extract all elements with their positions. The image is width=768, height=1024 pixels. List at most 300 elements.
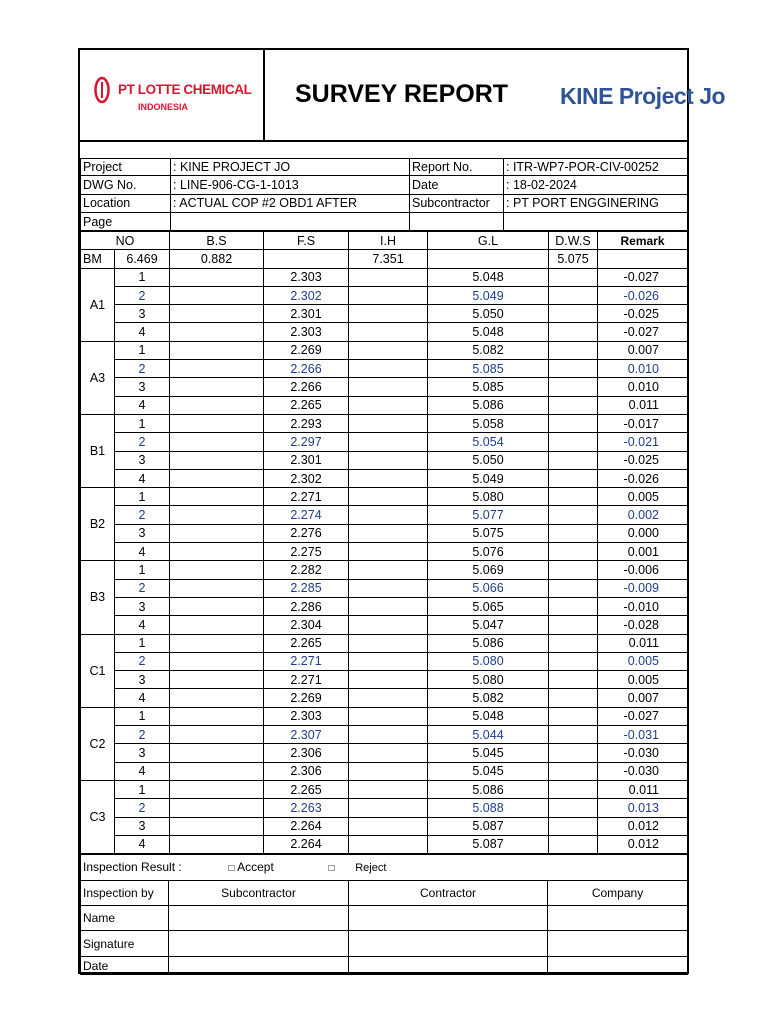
table-row [81,689,688,707]
point-no: 2 [115,726,170,744]
gl-value: 5.049 [428,286,549,304]
page-label: Page [81,212,171,230]
fs-value: 2.303 [264,268,349,286]
fs-value: 2.302 [264,469,349,487]
ih-cell [349,341,428,359]
dws-cell [549,488,598,506]
remark-value: 0.013 [598,799,688,817]
bs-cell [170,506,264,524]
gl-value: 5.075 [428,524,549,542]
company-header: Company [548,881,688,906]
fs-value: 2.265 [264,780,349,798]
point-no: 2 [115,360,170,378]
point-no: 3 [115,305,170,323]
dws-cell [549,689,598,707]
bs-cell [170,433,264,451]
bs-cell [170,817,264,835]
dws-cell [549,360,598,378]
gl-value: 5.080 [428,652,549,670]
report-no-label: Report No. [410,158,504,176]
contractor-header: Contractor [349,881,548,906]
ih-cell [349,451,428,469]
table-row [81,835,688,853]
contractor-name-field[interactable] [349,906,548,931]
point-no: 3 [115,597,170,615]
remark-value: -0.017 [598,414,688,432]
gl-value: 5.058 [428,414,549,432]
remark-value: -0.025 [598,305,688,323]
remark-value: 0.012 [598,835,688,853]
dws-cell [549,707,598,725]
fs-value: 2.297 [264,433,349,451]
point-no: 1 [115,341,170,359]
ih-cell [349,744,428,762]
point-no: 1 [115,707,170,725]
fs-value: 2.269 [264,341,349,359]
gl-value: 5.045 [428,744,549,762]
ih-cell [349,396,428,414]
bs-cell [170,579,264,597]
fs-value: 2.302 [264,286,349,304]
col-bs: B.S [170,232,264,250]
point-no: 4 [115,396,170,414]
subcontractor-name-field[interactable] [169,906,349,931]
dwg-value: : LINE-906-CG-1-1013 [171,176,410,194]
remark-value: -0.031 [598,726,688,744]
subcontractor-value: : PT PORT ENGGINERING [504,194,688,212]
remark-value: -0.026 [598,469,688,487]
bs-cell [170,543,264,561]
table-row [81,323,688,341]
gl-value: 5.086 [428,396,549,414]
group-label: C2 [81,707,115,780]
dws-cell [549,414,598,432]
fs-value: 2.286 [264,597,349,615]
ih-cell [349,780,428,798]
remark-value: -0.026 [598,286,688,304]
gl-value: 5.082 [428,689,549,707]
ih-cell [349,817,428,835]
gl-value: 5.050 [428,305,549,323]
fs-value: 2.301 [264,451,349,469]
gl-value: 5.088 [428,799,549,817]
bs-cell [170,524,264,542]
ih-cell [349,561,428,579]
table-row [81,744,688,762]
ih-cell [349,671,428,689]
gl-value: 5.050 [428,451,549,469]
table-row [81,817,688,835]
ih-cell [349,634,428,652]
col-ih: I.H [349,232,428,250]
dws-cell [549,506,598,524]
fs-value: 2.274 [264,506,349,524]
remark-value: 0.001 [598,543,688,561]
dws-cell [549,286,598,304]
inspection-result-row [81,855,688,881]
bs-cell [170,360,264,378]
gl-value: 5.065 [428,597,549,615]
lotte-logo-icon [94,76,110,104]
table-row [81,726,688,744]
group-label: C1 [81,634,115,707]
point-no: 3 [115,671,170,689]
bm-gl [428,250,549,268]
ih-cell [349,652,428,670]
date-sign-label: Date [81,957,169,975]
point-no: 3 [115,378,170,396]
gl-value: 5.085 [428,360,549,378]
page-title: SURVEY REPORT [295,80,509,108]
survey-report-sheet [78,48,726,974]
bs-cell [170,414,264,432]
project-value: : KINE PROJECT JO [171,158,410,176]
remark-value: 0.005 [598,671,688,689]
gl-value: 5.066 [428,579,549,597]
group-label: B3 [81,561,115,634]
remark-value: -0.021 [598,433,688,451]
bs-cell [170,707,264,725]
fs-value: 2.293 [264,414,349,432]
ih-cell [349,378,428,396]
gl-value: 5.048 [428,268,549,286]
point-no: 3 [115,817,170,835]
report-header [80,50,726,142]
bs-cell [170,780,264,798]
bs-cell [170,396,264,414]
gl-value: 5.049 [428,469,549,487]
project-label: Project [81,158,171,176]
location-value: : ACTUAL COP #2 OBD1 AFTER [171,194,410,212]
bm-remark [598,250,688,268]
dws-cell [549,268,598,286]
fs-value: 2.269 [264,689,349,707]
dws-cell [549,323,598,341]
fs-value: 2.303 [264,707,349,725]
fs-value: 2.263 [264,799,349,817]
fs-value: 2.282 [264,561,349,579]
ih-cell [349,707,428,725]
dws-cell [549,634,598,652]
column-header-row [81,232,688,250]
gl-value: 5.054 [428,433,549,451]
remark-value: 0.010 [598,378,688,396]
inspection-by-label: Inspection by [81,881,169,906]
company-logo-cell [80,50,265,140]
bs-cell [170,744,264,762]
ih-cell [349,597,428,615]
dws-cell [549,378,598,396]
table-row [81,414,688,432]
point-no: 1 [115,561,170,579]
point-no: 1 [115,488,170,506]
remark-value: 0.002 [598,506,688,524]
fs-value: 2.271 [264,652,349,670]
point-no: 1 [115,268,170,286]
table-row [81,469,688,487]
dws-cell [549,341,598,359]
remark-value: 0.005 [598,652,688,670]
dws-cell [549,799,598,817]
dwg-label: DWG No. [81,176,171,194]
page-value [171,212,410,230]
bs-cell [170,671,264,689]
remark-value: -0.006 [598,561,688,579]
col-remark: Remark [598,232,688,250]
point-no: 1 [115,780,170,798]
table-row [81,561,688,579]
ih-cell [349,414,428,432]
table-row [81,488,688,506]
remark-value: -0.027 [598,268,688,286]
bs-cell [170,268,264,286]
group-label: A1 [81,268,115,341]
bs-cell [170,762,264,780]
ih-cell [349,360,428,378]
table-row [81,378,688,396]
bs-cell [170,726,264,744]
table-row [81,524,688,542]
table-row [81,780,688,798]
remark-value: -0.030 [598,762,688,780]
table-row [81,396,688,414]
remark-value: 0.007 [598,341,688,359]
ih-cell [349,799,428,817]
remark-value: 0.011 [598,780,688,798]
point-no: 4 [115,835,170,853]
ih-cell [349,433,428,451]
gl-value: 5.076 [428,543,549,561]
table-row [81,762,688,780]
ih-cell [349,323,428,341]
reject-checkbox[interactable]: □ [328,862,335,874]
date-label: Date [410,176,504,194]
fs-value: 2.276 [264,524,349,542]
dws-cell [549,561,598,579]
dws-cell [549,762,598,780]
remark-value: -0.010 [598,597,688,615]
gl-value: 5.087 [428,835,549,853]
ih-cell [349,616,428,634]
table-row [81,671,688,689]
dws-cell [549,671,598,689]
fs-value: 2.307 [264,726,349,744]
ih-cell [349,579,428,597]
remark-value: -0.028 [598,616,688,634]
remark-value: 0.011 [598,396,688,414]
fs-value: 2.306 [264,744,349,762]
contractor-date-field[interactable] [349,957,548,975]
table-row [81,652,688,670]
table-row [81,579,688,597]
empty-cell [504,212,688,230]
gl-value: 5.044 [428,726,549,744]
table-row [81,597,688,615]
fs-value: 2.264 [264,817,349,835]
bs-cell [170,616,264,634]
ih-cell [349,488,428,506]
bs-cell [170,305,264,323]
report-no-value: : ITR-WP7-POR-CIV-00252 [504,158,688,176]
col-no: NO [81,232,170,250]
point-no: 1 [115,414,170,432]
dws-cell [549,469,598,487]
table-row [81,341,688,359]
ih-cell [349,268,428,286]
bs-cell [170,799,264,817]
remark-value: -0.030 [598,744,688,762]
measurement-table [80,231,688,854]
gl-value: 5.077 [428,506,549,524]
gl-value: 5.086 [428,780,549,798]
project-logo-text: KINE Project Jo [560,83,726,109]
point-no: 2 [115,799,170,817]
subcontractor-date-field[interactable] [169,957,349,975]
ih-cell [349,286,428,304]
company-date-field[interactable] [548,957,688,975]
accept-label: Accept [237,859,274,874]
dws-cell [549,579,598,597]
dws-cell [549,433,598,451]
ih-cell [349,835,428,853]
reject-label: Reject [355,861,387,874]
bm-dws: 5.075 [549,250,598,268]
ih-cell [349,689,428,707]
bs-cell [170,835,264,853]
fs-value: 2.264 [264,835,349,853]
dws-cell [549,817,598,835]
remark-value: 0.000 [598,524,688,542]
gl-value: 5.080 [428,488,549,506]
group-label: B2 [81,488,115,561]
bs-cell [170,469,264,487]
table-row [81,360,688,378]
gl-value: 5.080 [428,671,549,689]
gl-value: 5.047 [428,616,549,634]
bs-cell [170,488,264,506]
point-no: 3 [115,744,170,762]
group-label: B1 [81,414,115,487]
gl-value: 5.048 [428,707,549,725]
gl-value: 5.069 [428,561,549,579]
bm-ih: 7.351 [349,250,428,268]
gl-value: 5.085 [428,378,549,396]
fs-value: 2.266 [264,378,349,396]
date-value: : 18-02-2024 [504,176,688,194]
bs-cell [170,597,264,615]
point-no: 4 [115,616,170,634]
point-no: 1 [115,634,170,652]
point-no: 4 [115,469,170,487]
table-row [81,543,688,561]
fs-value: 2.271 [264,671,349,689]
remark-value: 0.007 [598,689,688,707]
info-table [80,158,688,231]
company-name-field[interactable] [548,906,688,931]
ih-cell [349,762,428,780]
dws-cell [549,744,598,762]
bs-cell [170,634,264,652]
remark-value: -0.025 [598,451,688,469]
bs-cell [170,378,264,396]
dws-cell [549,597,598,615]
name-label: Name [81,906,169,931]
dws-cell [549,543,598,561]
bs-cell [170,286,264,304]
subcontractor-header: Subcontractor [169,881,349,906]
bs-cell [170,451,264,469]
fs-value: 2.265 [264,396,349,414]
point-no: 3 [115,524,170,542]
group-label: C3 [81,780,115,853]
fs-value: 2.265 [264,634,349,652]
remark-value: 0.011 [598,634,688,652]
point-no: 4 [115,762,170,780]
fs-value: 2.303 [264,323,349,341]
company-signature-field[interactable] [548,931,688,957]
remark-value: -0.027 [598,707,688,725]
table-row [81,433,688,451]
remark-value: -0.027 [598,323,688,341]
subcontractor-signature-field[interactable] [169,931,349,957]
ih-cell [349,506,428,524]
bs-cell [170,341,264,359]
col-fs: F.S [264,232,349,250]
table-row [81,286,688,304]
dws-cell [549,396,598,414]
bm-bs: 0.882 [170,250,264,268]
dws-cell [549,652,598,670]
empty-cell [410,212,504,230]
point-no: 2 [115,433,170,451]
inspection-table [80,854,688,975]
fs-value: 2.271 [264,488,349,506]
bs-cell [170,323,264,341]
col-gl: G.L [428,232,549,250]
point-no: 2 [115,652,170,670]
dws-cell [549,524,598,542]
point-no: 4 [115,689,170,707]
remark-value: -0.009 [598,579,688,597]
gl-value: 5.045 [428,762,549,780]
fs-value: 2.266 [264,360,349,378]
fs-value: 2.285 [264,579,349,597]
ih-cell [349,543,428,561]
dws-cell [549,835,598,853]
point-no: 4 [115,543,170,561]
col-dws: D.W.S [549,232,598,250]
point-no: 2 [115,286,170,304]
contractor-signature-field[interactable] [349,931,548,957]
remark-value: 0.010 [598,360,688,378]
header-spacer [80,142,687,159]
fs-value: 2.304 [264,616,349,634]
remark-value: 0.005 [598,488,688,506]
bm-row [81,250,688,268]
company-name: PT LOTTE CHEMICAL [118,82,252,97]
fs-value: 2.301 [264,305,349,323]
inspection-result-label: Inspection Result : [83,859,182,874]
signature-label: Signature [81,931,169,957]
ih-cell [349,726,428,744]
table-row [81,506,688,524]
dws-cell [549,451,598,469]
accept-checkbox[interactable]: □ [228,862,235,874]
bm-no: 6.469 [115,250,170,268]
table-row [81,451,688,469]
point-no: 2 [115,506,170,524]
bs-cell [170,689,264,707]
